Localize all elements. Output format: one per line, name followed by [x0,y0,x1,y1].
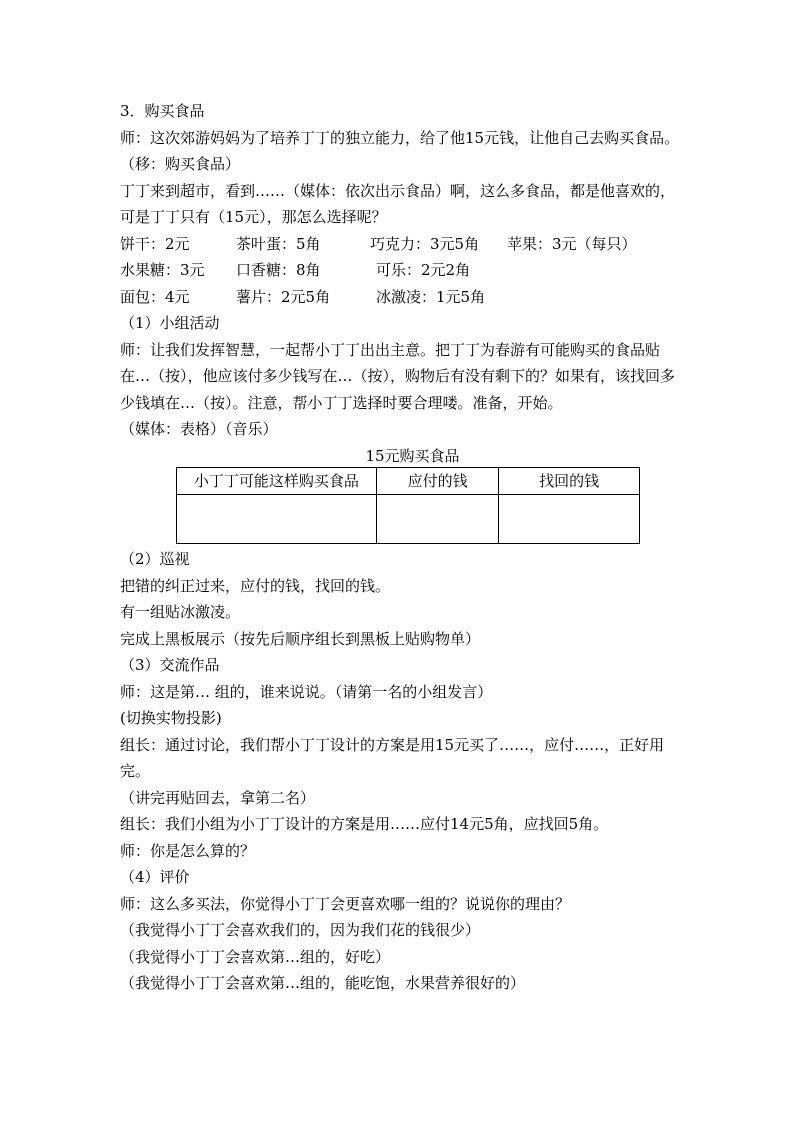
table-cell [376,495,499,544]
step4-line: （我觉得小丁丁会喜欢我们的，因为我们花的钱很少） [120,921,481,939]
food-row [120,257,680,284]
steps-after-table [120,546,680,997]
food-item: 茶叶蛋：5角 [236,234,321,253]
food-item: 薯片：2元5角 [236,287,331,306]
food-item: 饼干：2元 [120,234,190,253]
document-page [120,98,680,997]
table-cell [499,495,640,544]
food-item: 口香糖：8角 [236,261,321,279]
step2-title: （2）巡视 [120,550,190,568]
table-header-foods: 小丁丁可能这样购买食品 [177,467,377,495]
step2-line: 把错的纠正过来，应付的钱，找回的钱。 [120,576,391,595]
paragraph-supermarket: 丁丁来到超市，看到……（媒体：依次出示食品）啊，这么多食品，都是他喜欢的，可是丁丁只有（15元），那怎么选择呢？ [120,181,676,226]
step3-title: （3）交流作品 [120,656,220,674]
food-item: 冰激凌：1元5角 [376,287,486,306]
purchase-table [176,467,640,545]
table-header-row [177,467,640,495]
section-title: 3．购买食品 [120,102,205,120]
food-item: 巧克力：3元5角 [370,234,480,253]
step4-line: （我觉得小丁丁会喜欢第…组的，能吃饱，水果营养很好的） [120,974,526,992]
step1-media: （媒体：表格）（音乐） [120,420,278,438]
food-item: 面包：4元 [120,287,190,306]
food-item: 水果糖：3元 [120,261,205,279]
food-item: 可乐：2元2角 [376,261,471,279]
food-row [120,231,680,258]
food-row [120,284,680,311]
step3-line: 师：你是怎么算的？ [120,841,256,860]
table-header-payable: 应付的钱 [376,467,499,495]
step4-line: （我觉得小丁丁会喜欢第…组的，好吃） [120,947,391,966]
step4-line: 师：这么多买法，你觉得小丁丁会更喜欢哪一组的？说说你的理由？ [120,894,571,913]
step3-line: 师：这是第… 组的，谁来说说。（请第一名的小组发言） [120,682,493,701]
food-item: 苹果：3元（每只） [507,234,637,253]
step3-line: 组长：通过讨论，我们帮小丁丁设计的方案是用15元买了……，应付……，正好用完。 [120,735,665,780]
step1-title: （1）小组活动 [120,314,220,332]
step3-line: (切换实物投影) [120,709,222,727]
step1-text: 师：让我们发挥智慧，一起帮小丁丁出出主意。把丁丁为春游有可能购买的食品贴在…（按），他应该付多少钱写在…（按），购物后有没有剩下的？如果有，该找回多少钱填在…（按）。注意，帮小丁丁选择时要合理喽。准备，开始。 [120,340,676,412]
step3-line: 组长：我们小组为小丁丁设计的方案是用……应付14元5角，应找回5角。 [120,815,609,833]
step2-line: 有一组贴冰激凌。 [120,603,241,621]
food-price-list [120,231,680,311]
table-row [177,495,640,544]
paragraph-allowance: 师：这次郊游妈妈为了培养丁丁的独立能力，给了他15元钱，让他自己去购买食品。（移：购买食品） [120,128,680,173]
step2-line: 完成上黑板展示（按先后顺序组长到黑板上贴购物单） [120,629,481,648]
purchase-table-block [120,445,680,545]
step4-title: （4）评价 [120,868,190,886]
table-header-change: 找回的钱 [499,467,640,495]
table-cell [177,495,377,544]
table-title: 15元购买食品 [365,446,460,465]
step3-line: （讲完再贴回去，拿第二名） [120,788,316,807]
